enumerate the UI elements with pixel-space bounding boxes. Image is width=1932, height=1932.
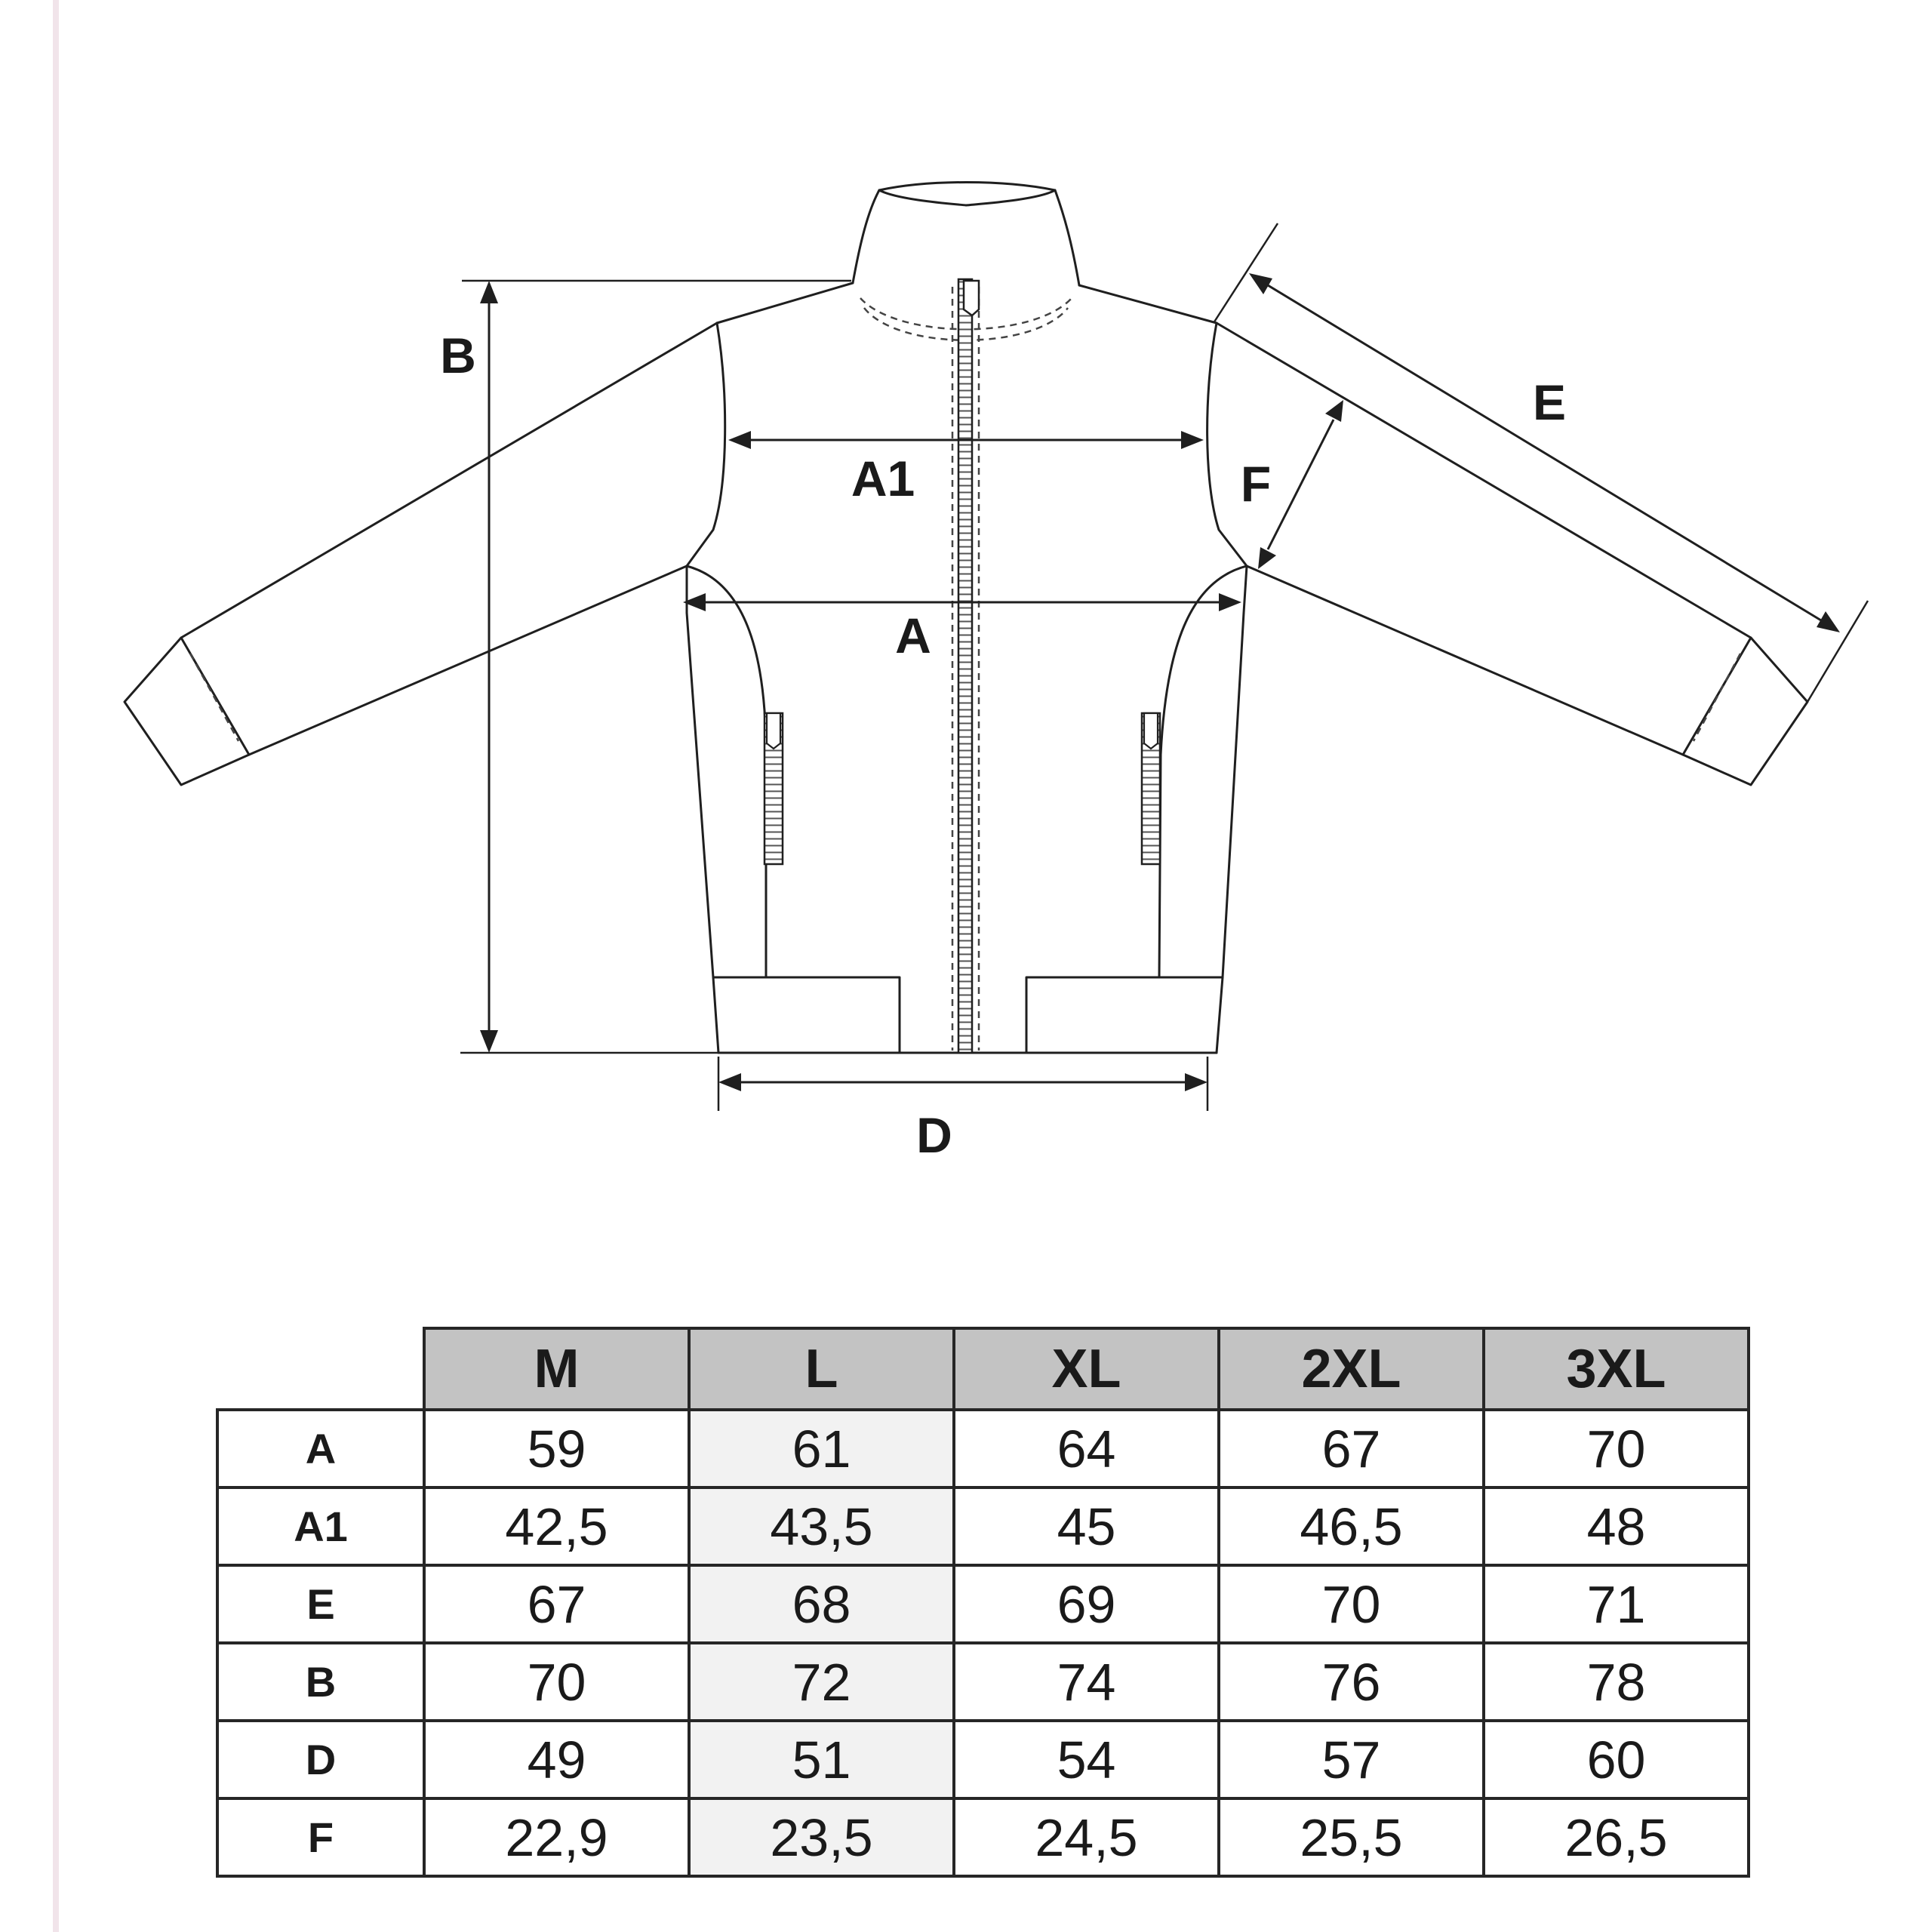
table-row bbox=[217, 1643, 1749, 1721]
size-chart-table bbox=[216, 1327, 1750, 1878]
table-cell: 68 bbox=[689, 1565, 954, 1643]
table-cell: 23,5 bbox=[689, 1798, 954, 1876]
table-row bbox=[217, 1565, 1749, 1643]
table-cell: 46,5 bbox=[1219, 1487, 1484, 1565]
size-header-xl: XL bbox=[954, 1328, 1219, 1410]
label-a: A bbox=[895, 608, 931, 663]
table-cell: 76 bbox=[1219, 1643, 1484, 1721]
table-cell: 51 bbox=[689, 1721, 954, 1798]
row-label: B bbox=[217, 1643, 424, 1721]
table-cell: 70 bbox=[424, 1643, 689, 1721]
table-cell: 54 bbox=[954, 1721, 1219, 1798]
size-header-l: L bbox=[689, 1328, 954, 1410]
label-d: D bbox=[916, 1107, 952, 1163]
table-cell: 74 bbox=[954, 1643, 1219, 1721]
table-cell: 43,5 bbox=[689, 1487, 954, 1565]
table-cell: 25,5 bbox=[1219, 1798, 1484, 1876]
row-label: E bbox=[217, 1565, 424, 1643]
row-label: A bbox=[217, 1410, 424, 1487]
table-cell: 61 bbox=[689, 1410, 954, 1487]
table-corner bbox=[217, 1328, 424, 1410]
size-header-2xl: 2XL bbox=[1219, 1328, 1484, 1410]
table-cell: 22,9 bbox=[424, 1798, 689, 1876]
table-cell: 26,5 bbox=[1484, 1798, 1749, 1876]
table-cell: 70 bbox=[1484, 1410, 1749, 1487]
table-cell: 49 bbox=[424, 1721, 689, 1798]
label-f: F bbox=[1240, 456, 1272, 512]
table-cell: 78 bbox=[1484, 1643, 1749, 1721]
table-cell: 48 bbox=[1484, 1487, 1749, 1565]
size-header-m: M bbox=[424, 1328, 689, 1410]
label-e: E bbox=[1532, 374, 1567, 430]
jacket-outline bbox=[125, 183, 1807, 1054]
label-b: B bbox=[440, 328, 476, 383]
table-row bbox=[217, 1798, 1749, 1876]
label-a1: A1 bbox=[851, 451, 915, 506]
table-cell: 24,5 bbox=[954, 1798, 1219, 1876]
row-label: A1 bbox=[217, 1487, 424, 1565]
table-row bbox=[217, 1721, 1749, 1798]
table-cell: 72 bbox=[689, 1643, 954, 1721]
table-cell: 69 bbox=[954, 1565, 1219, 1643]
row-label: D bbox=[217, 1721, 424, 1798]
size-header-row bbox=[217, 1328, 1749, 1410]
table-cell: 57 bbox=[1219, 1721, 1484, 1798]
table-cell: 60 bbox=[1484, 1721, 1749, 1798]
table-cell: 42,5 bbox=[424, 1487, 689, 1565]
size-header-3xl: 3XL bbox=[1484, 1328, 1749, 1410]
table-row bbox=[217, 1487, 1749, 1565]
table-cell: 59 bbox=[424, 1410, 689, 1487]
table-cell: 70 bbox=[1219, 1565, 1484, 1643]
table-cell: 45 bbox=[954, 1487, 1219, 1565]
row-label: F bbox=[217, 1798, 424, 1876]
table-cell: 64 bbox=[954, 1410, 1219, 1487]
table-cell: 67 bbox=[1219, 1410, 1484, 1487]
table-cell: 71 bbox=[1484, 1565, 1749, 1643]
table-row bbox=[217, 1410, 1749, 1487]
table-cell: 67 bbox=[424, 1565, 689, 1643]
